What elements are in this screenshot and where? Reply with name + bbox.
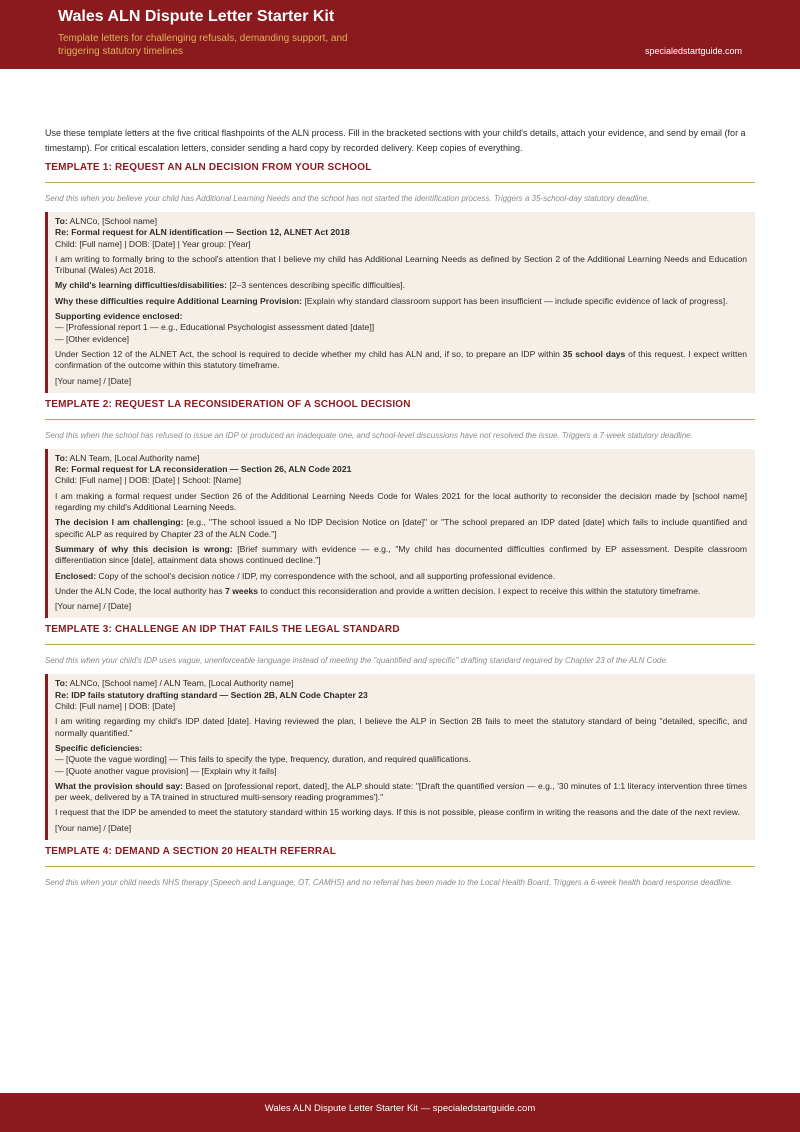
letter-child-details: Child: [Full name] | DOB: [Date] | School: [Name] [55, 475, 241, 486]
letter-decision: The decision I am challenging: [e.g., "The school issued a No IDP Decision Notice on [date]" or "The school prepared an IDP dated [date] which fails to include quantified and specific ALP as required by Chapter 23 of the ALN Code."] [55, 517, 747, 539]
letter-provision-should-say: What the provision should say: Based on [professional report, dated], the ALP should state: "[Draft the quantified version — e.g., '30 minutes of 1:1 literacy intervention three times per week, delivered by a TA trained in structured multi-sensory reading programmes']." [55, 780, 747, 803]
document-title: Wales ALN Dispute Letter Starter Kit [58, 8, 335, 25]
letter-subject: Re: IDP fails statutory drafting standard — Section 2B, ALN Code Chapter 23 [55, 689, 368, 700]
template-2-heading: TEMPLATE 2: REQUEST LA RECONSIDERATION OF A SCHOOL DECISION [45, 399, 755, 420]
letter-recipient: To: ALNCo, [School name] / ALN Team, [Local Authority name] [55, 678, 294, 689]
page-header [0, 0, 800, 69]
letter-evidence-label: Supporting evidence enclosed: [55, 311, 183, 322]
letter-deficiency-item: — [Quote another vague provision] — [Explain why it fails] [55, 765, 277, 776]
letter-recipient: To: ALNCo, [School name] [55, 216, 158, 226]
letter-alp-reason: Why these difficulties require Additional Learning Provision: [Explain why standard classroom support has been insufficient — include specific evidence of lack of progress]. [55, 295, 728, 306]
template-3-heading: TEMPLATE 3: CHALLENGE AN IDP THAT FAILS THE LEGAL STANDARD [45, 624, 755, 645]
letter-evidence-item: — [Professional report 1 — e.g., Educational Psychologist assessment dated [date]] [55, 322, 375, 333]
template-1-letter [45, 212, 755, 393]
template-4-heading: TEMPLATE 4: DEMAND A SECTION 20 HEALTH REFERRAL [45, 846, 755, 867]
letter-paragraph: Under the ALN Code, the local authority has 7 weeks to conduct this reconsideration and provide a written decision. I expect to receive this within the statutory timeframe. [55, 585, 701, 596]
letter-paragraph: I am making a formal request under Section 26 of the Additional Learning Needs Code for Wales 2021 for the local authority to reconsider the decision made by [school name] regarding my child's Additional Learning Needs. [55, 490, 747, 513]
letter-why-wrong: Summary of why this decision is wrong: [Brief summary with evidence — e.g., "My child has documented difficulties confirmed by EP assessment. Despite classroom differentiation since [date], attainment data shows continued decline."] [55, 543, 748, 566]
letter-signature: [Your name] / [Date] [55, 601, 132, 612]
template-1-heading: TEMPLATE 1: REQUEST AN ALN DECISION FROM YOUR SCHOOL [45, 162, 755, 183]
letter-evidence-item: — [Other evidence] [55, 333, 130, 344]
document-subtitle: Template letters for challenging refusals, demanding support, and triggering statutory timelines [58, 33, 348, 57]
letter-paragraph: I am writing to formally bring to the school's attention that I believe my child has Additional Learning Needs as defined by Section 2 of the Additional Learning Needs and Education Tribunal (Wales) Act 2018. [55, 253, 747, 276]
letter-paragraph: I request that the IDP be amended to meet the statutory standard within 15 working days. If this is not possible, please confirm in writing the reasons and the date of the next review. [55, 807, 740, 818]
letter-subject: Re: Formal request for ALN identification — Section 12, ALNET Act 2018 [55, 227, 350, 238]
letter-paragraph: Under Section 12 of the ALNET Act, the school is required to decide whether my child has ALN and, if so, to prepare an IDP within 35 school days of this request. I expect written confirmation of the outcome within this statutory timeframe. [55, 348, 747, 371]
page-footer: Wales ALN Dispute Letter Starter Kit — specialedstartguide.com [0, 1093, 800, 1132]
template-3-letter [45, 674, 755, 840]
letter-child-details: Child: [Full name] | DOB: [Date] [55, 701, 176, 712]
letter-signature: [Your name] / [Date] [55, 375, 132, 386]
template-2-description: Send this when the school has refused to issue an IDP or produced an inadequate one, and school-level discussions have not resolved the issue. Triggers a 7-week statutory deadline. [45, 430, 693, 440]
letter-difficulties: My child's learning difficulties/disabilities: [2–3 sentences describing specific difficulties]. [55, 280, 406, 291]
letter-enclosed: Enclosed: Copy of the school's decision notice / IDP, my correspondence with the school, and all supporting professional evidence. [55, 570, 556, 581]
document-body [45, 126, 755, 891]
intro-paragraph: Use these template letters at the five critical flashpoints of the ALN process. Fill in the bracketed sections with your child's details, attach your evidence, and send by email (for a timestamp). For critical escalation letters, consider sending a hard copy by recorded delivery. Keep copies of everything. [45, 128, 746, 153]
letter-child-details: Child: [Full name] | DOB: [Date] | Year group: [Year] [55, 238, 251, 249]
letter-recipient: To: ALN Team, [Local Authority name] [55, 452, 200, 463]
letter-signature: [Your name] / [Date] [55, 822, 132, 833]
template-2-letter [45, 449, 755, 619]
letter-subject: Re: Formal request for LA reconsideration — Section 26, ALN Code 2021 [55, 464, 352, 475]
template-1-description: Send this when you believe your child has Additional Learning Needs and the school has not started the identification process. Triggers a 35-school-day statutory deadline. [45, 194, 650, 203]
header-site-link[interactable]: specialedstartguide.com [644, 46, 742, 56]
template-3-description: Send this when your child's IDP uses vague, unenforceable language instead of meeting the "quantified and specific" drafting standard required by Chapter 23 of the ALN Code. [45, 656, 669, 666]
letter-deficiencies-label: Specific deficiencies: [55, 742, 143, 753]
template-4-description: Send this when your child needs NHS therapy (Speech and Language, OT, CAMHS) and no referral has been made to the Local Health Board. Triggers a 6-week health board response deadline. [45, 877, 733, 887]
letter-paragraph: I am writing regarding my child's IDP dated [date]. Having reviewed the plan, I believe the ALP in Section 2B fails to meet the statutory standard of being "detailed, specific, and normally quantified." [55, 716, 747, 738]
letter-deficiency-item: — [Quote the vague wording] — This fails to specify the type, frequency, duration, and required qualifications. [55, 754, 471, 765]
